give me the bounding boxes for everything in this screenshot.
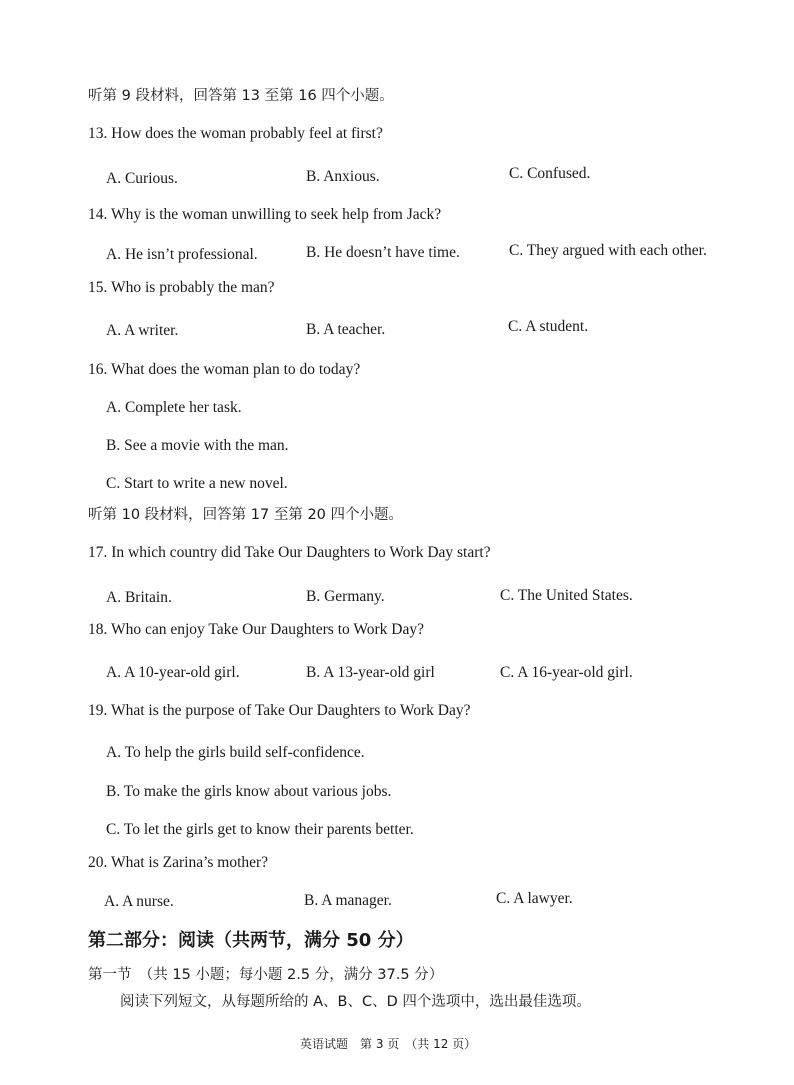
question-18-stem: 18. Who can enjoy Take Our Daughters to Work Day? (88, 621, 424, 638)
question-15-option-c: C. A student. (508, 318, 589, 335)
question-17-option-c: C. The United States. (500, 587, 633, 604)
section-intro-q13-16: 听第 9 段材料，回答第 13 至第 16 四个小题。 (88, 88, 394, 104)
question-16-option-b: B. See a movie with the man. (106, 437, 289, 454)
question-19-option-a: A. To help the girls build self-confidence. (106, 744, 365, 761)
question-18-option-b: B. A 13-year-old girl (306, 664, 435, 681)
question-13-stem: 13. How does the woman probably feel at first? (88, 125, 383, 142)
question-16-option-c: C. Start to write a new novel. (106, 475, 288, 492)
reading-instruction: 阅读下列短文，从每题所给的 A、B、C、D 四个选项中，选出最佳选项。 (120, 994, 591, 1010)
question-19-stem: 19. What is the purpose of Take Our Daughters to Work Day? (88, 702, 471, 719)
question-17-stem: 17. In which country did Take Our Daughters to Work Day start? (88, 544, 491, 561)
part-two-heading: 第二部分：阅读（共两节，满分 50 分） (88, 930, 414, 951)
question-14-option-b: B. He doesn’t have time. (306, 244, 460, 261)
question-17-option-a: A. Britain. (106, 589, 172, 606)
question-14-option-a: A. He isn’t professional. (106, 246, 258, 263)
question-16-stem: 16. What does the woman plan to do today? (88, 361, 361, 378)
question-18-option-c: C. A 16-year-old girl. (500, 664, 633, 681)
page-footer: 英语试题 第 3 页 （共 12 页） (300, 1037, 477, 1051)
question-20-option-c: C. A lawyer. (496, 890, 573, 907)
question-20-option-b: B. A manager. (304, 892, 392, 909)
question-15-stem: 15. Who is probably the man? (88, 279, 275, 296)
question-13-option-b: B. Anxious. (306, 168, 380, 185)
question-19-option-c: C. To let the girls get to know their parents better. (106, 821, 414, 838)
question-17-option-b: B. Germany. (306, 588, 385, 605)
question-19-option-b: B. To make the girls know about various jobs. (106, 783, 392, 800)
question-18-option-a: A. A 10-year-old girl. (106, 664, 240, 681)
question-13-option-a: A. Curious. (106, 170, 178, 187)
question-20-stem: 20. What is Zarina’s mother? (88, 854, 269, 871)
question-16-option-a: A. Complete her task. (106, 399, 242, 416)
question-14-stem: 14. Why is the woman unwilling to seek help from Jack? (88, 206, 442, 223)
question-13-option-c: C. Confused. (509, 165, 591, 182)
question-15-option-b: B. A teacher. (306, 321, 386, 338)
question-20-option-a: A. A nurse. (104, 893, 174, 910)
section-intro-q17-20: 听第 10 段材料，回答第 17 至第 20 四个小题。 (88, 507, 404, 523)
question-15-option-a: A. A writer. (106, 322, 179, 339)
section-one-info: 第一节 （共 15 小题；每小题 2.5 分，满分 37.5 分） (88, 967, 444, 983)
question-14-option-c: C. They argued with each other. (509, 242, 707, 259)
